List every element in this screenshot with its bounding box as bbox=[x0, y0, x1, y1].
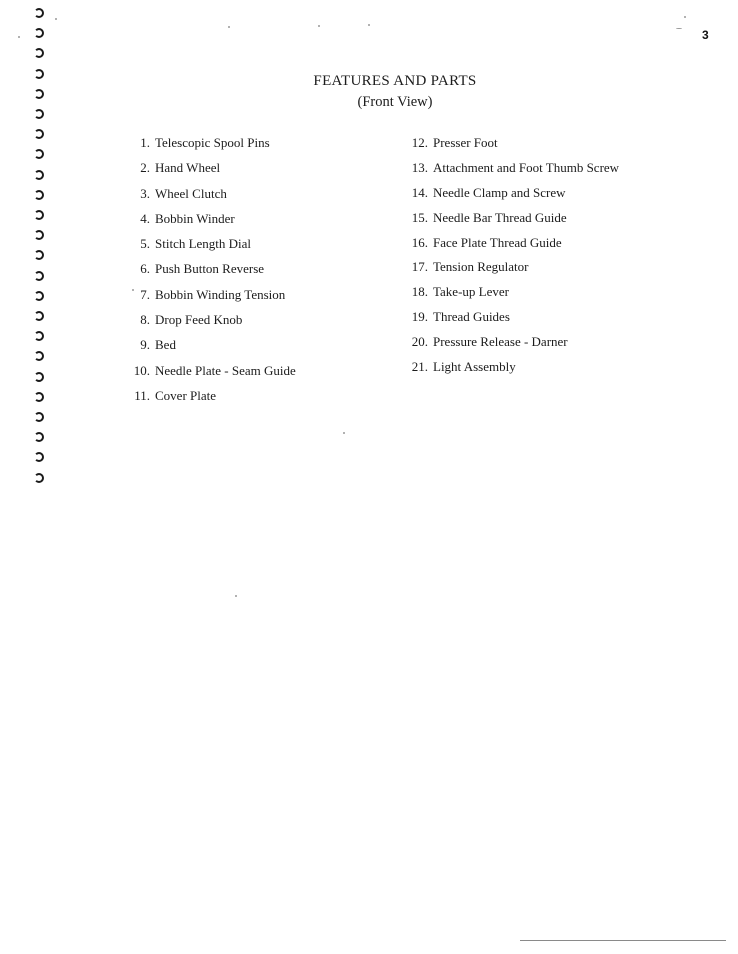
list-item bbox=[120, 336, 296, 361]
item-number: 21. bbox=[411, 359, 428, 375]
list-item bbox=[398, 184, 619, 209]
item-number: 2. bbox=[140, 160, 150, 176]
list-item bbox=[120, 159, 296, 184]
page-subtitle: (Front View) bbox=[357, 94, 433, 110]
item-label: Face Plate Thread Guide bbox=[433, 234, 562, 250]
binding-hole bbox=[34, 28, 44, 38]
item-label: Stitch Length Dial bbox=[155, 236, 252, 252]
page-title: FEATURES AND PARTS bbox=[313, 73, 477, 89]
binding-hole bbox=[34, 129, 44, 139]
item-label: Needle Plate - Seam Guide bbox=[155, 362, 296, 378]
binding-hole bbox=[34, 392, 44, 402]
list-item bbox=[120, 387, 296, 412]
scan-speck bbox=[684, 16, 686, 18]
item-label: Push Button Reverse bbox=[155, 261, 265, 277]
list-item bbox=[398, 134, 619, 159]
item-label: Drop Feed Knob bbox=[155, 312, 243, 328]
item-label: Thread Guides bbox=[433, 309, 510, 325]
list-item bbox=[398, 209, 619, 234]
bottom-rule bbox=[520, 940, 726, 941]
scan-speck bbox=[132, 289, 134, 291]
list-item bbox=[120, 311, 296, 336]
item-label: Telescopic Spool Pins bbox=[155, 135, 270, 150]
list-item bbox=[120, 210, 296, 235]
binding-hole bbox=[34, 372, 44, 382]
binding-hole bbox=[34, 271, 44, 281]
binding-hole bbox=[34, 190, 44, 200]
binding-hole bbox=[34, 412, 44, 422]
binding-hole bbox=[34, 48, 44, 58]
list-item bbox=[398, 333, 619, 358]
binding-hole bbox=[34, 331, 44, 341]
binding-hole bbox=[34, 8, 44, 18]
parts-list-left bbox=[120, 134, 296, 412]
binding-hole bbox=[34, 149, 44, 159]
item-label: Needle Clamp and Screw bbox=[433, 184, 566, 200]
binding-hole bbox=[34, 473, 44, 483]
binding-hole bbox=[34, 311, 44, 321]
scan-speck bbox=[318, 25, 320, 27]
binding-hole bbox=[34, 210, 44, 220]
parts-list-right bbox=[398, 134, 619, 383]
item-number: 13. bbox=[411, 159, 428, 175]
item-label: Needle Bar Thread Guide bbox=[433, 209, 567, 225]
item-label: Take-up Lever bbox=[433, 284, 509, 300]
item-number: 9. bbox=[140, 337, 150, 353]
item-label: Bobbin Winder bbox=[155, 210, 235, 226]
list-item bbox=[120, 134, 296, 159]
item-label: Bed bbox=[155, 337, 176, 353]
scan-speck bbox=[55, 18, 57, 20]
item-number: 4. bbox=[140, 210, 150, 226]
page-number: 3 bbox=[702, 28, 709, 42]
item-number: 5. bbox=[140, 236, 150, 252]
item-label: Presser Foot bbox=[433, 135, 498, 150]
item-label: Hand Wheel bbox=[155, 160, 221, 176]
list-item bbox=[120, 286, 296, 311]
scan-speck bbox=[676, 28, 682, 29]
item-number: 10. bbox=[133, 362, 150, 378]
list-item bbox=[398, 234, 619, 259]
item-number: 12. bbox=[411, 135, 428, 150]
item-label: Pressure Release - Darner bbox=[433, 334, 568, 350]
item-number: 1. bbox=[140, 135, 150, 150]
item-number: 7. bbox=[140, 286, 150, 302]
list-item bbox=[398, 258, 619, 283]
item-label: Bobbin Winding Tension bbox=[155, 286, 286, 302]
item-number: 20. bbox=[411, 334, 428, 350]
heading bbox=[0, 72, 738, 111]
list-item bbox=[398, 283, 619, 308]
binding-hole bbox=[34, 170, 44, 180]
list-item bbox=[120, 362, 296, 387]
item-label: Cover Plate bbox=[155, 387, 217, 403]
scan-speck bbox=[343, 432, 345, 434]
item-number: 18. bbox=[411, 284, 428, 300]
item-number: 16. bbox=[411, 234, 428, 250]
binding-hole bbox=[34, 230, 44, 240]
list-item bbox=[398, 308, 619, 333]
item-label: Light Assembly bbox=[433, 359, 516, 375]
item-number: 6. bbox=[140, 261, 150, 277]
item-number: 19. bbox=[411, 309, 428, 325]
item-number: 11. bbox=[134, 387, 150, 403]
item-number: 15. bbox=[411, 209, 428, 225]
item-label: Wheel Clutch bbox=[155, 185, 227, 201]
item-number: 14. bbox=[411, 184, 428, 200]
list-item bbox=[398, 159, 619, 184]
scan-speck bbox=[368, 24, 370, 26]
binding-hole bbox=[34, 452, 44, 462]
binding-hole bbox=[34, 432, 44, 442]
list-item bbox=[398, 358, 619, 383]
list-item bbox=[120, 260, 296, 285]
item-label: Attachment and Foot Thumb Screw bbox=[433, 159, 620, 175]
list-item bbox=[120, 235, 296, 260]
item-number: 3. bbox=[140, 185, 150, 201]
item-number: 8. bbox=[140, 312, 150, 328]
scan-speck bbox=[18, 36, 20, 38]
scan-speck bbox=[228, 26, 230, 28]
list-item bbox=[120, 185, 296, 210]
binding-hole bbox=[34, 250, 44, 260]
item-number: 17. bbox=[411, 259, 428, 275]
scan-speck bbox=[235, 595, 237, 597]
item-label: Tension Regulator bbox=[433, 259, 529, 275]
binding-hole bbox=[34, 351, 44, 361]
binding-hole bbox=[34, 291, 44, 301]
